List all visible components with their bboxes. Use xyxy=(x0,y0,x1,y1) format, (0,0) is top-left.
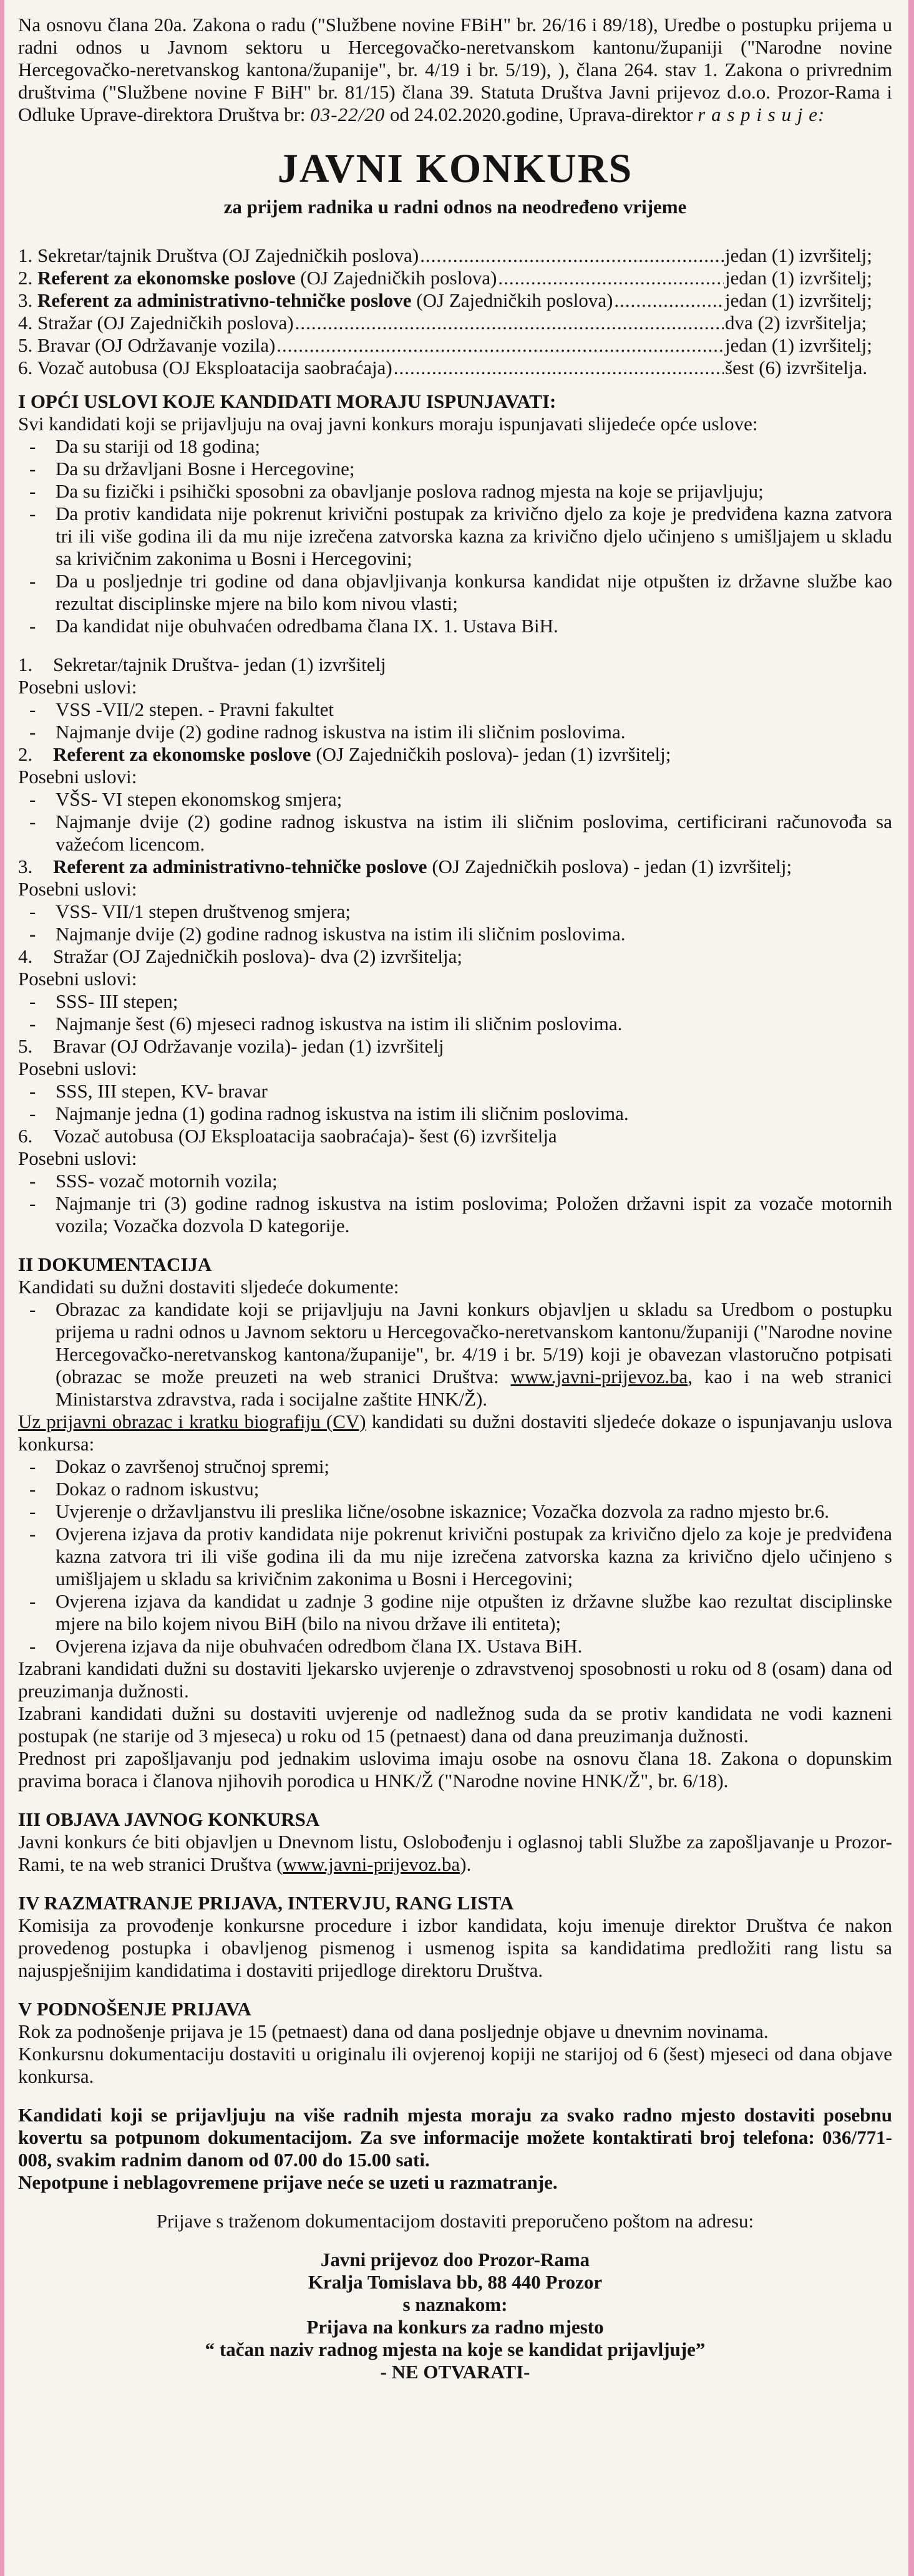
position-row: 6. Vozač autobusa (OJ Eksploatacija saobraćaja) ..... šest (6) izvršitelja. xyxy=(18,357,892,379)
notice-paragraph: Kandidati koji se prijavljuju na više radnih mjesta moraju za svako radno mjesto dostaviti posebnu kovertu sa potpunom dokumentacijom. Za sve informacije možete kontaktirati broj telefona: 036/771-008, svakim radnim danom od 07.00 do 15.00 sati. xyxy=(18,2104,892,2171)
submission-documents: Konkursnu dokumentaciju dostaviti u originalu ili ovjerenoj kopiji ne starijoj od 6 (šest) mjeseci od dana objave konkursa. xyxy=(18,2043,892,2087)
medical-certificate-paragraph: Izabrani kandidati dužni su dostaviti ljekarsko uvjerenje o zdravstvenoj sposobnosti u roku od 8 (osam) dana od preuzimanja dužnosti. xyxy=(18,1657,892,1702)
list-item: - Najmanje jedna (1) godina radnog iskustva na istim ili sličnim poslovima. xyxy=(18,1102,892,1125)
list-item: - Najmanje dvije (2) godine radnog iskustva na istim ili sličnim poslovima. xyxy=(18,923,892,945)
submission-deadline: Rok za podnošenje prijava je 15 (petnaest) dana od dana posljednje objave u dnevnim novinama. xyxy=(18,2020,769,2042)
website-link[interactable]: www.javni-prijevoz.ba xyxy=(283,1853,460,1875)
general-conditions-list xyxy=(18,435,892,637)
list-item: - Da su državljani Bosne i Hercegovine; xyxy=(18,458,892,480)
list-item: - SSS- III stepen; xyxy=(18,990,892,1013)
mail-note: Prijave s traženom dokumentacijom dostaviti preporučeno poštom na adresu: xyxy=(156,2210,754,2232)
list-item: - Da u posljednje tri godine od dana objavljivanja konkursa kandidat nije otpušten iz državne službe kao rezultat disciplinske mjere na bilo kom nivou vlasti; xyxy=(18,570,892,615)
list-item: - Najmanje dvije (2) godine radnog iskustva na istim ili sličnim poslovima, certificirani računovođa sa važećom licencom. xyxy=(18,811,892,856)
documentation-list xyxy=(18,1455,892,1657)
publication-heading: III OBJAVA JAVNOG KONKURSA xyxy=(18,1808,320,1830)
list-item: - VSS -VII/2 stepen. - Pravni fakultet xyxy=(18,698,892,721)
page-title: JAVNI KONKURS xyxy=(277,146,633,191)
position-count: šest (6) izvršitelja. xyxy=(725,357,868,379)
special-position-heading: 3. Referent za administrativno-tehničke poslove (OJ Zajedničkih poslova) - jedan (1) izvršitelj; xyxy=(18,856,792,877)
list-item: - Najmanje dvije (2) godine radnog iskustva na istim ili sličnim poslovima. xyxy=(18,721,892,743)
submission-heading: V PODNOŠENJE PRIJAVA xyxy=(18,1998,251,2020)
court-certificate-paragraph: Izabrani kandidati dužni su dostaviti uvjerenje od nadležnog suda da se protiv kandidata ne vodi kazneni postupak (ne starije od 3 mjeseca) u roku od 15 (petnaest) dana od dana preuzimanja dužnosti. xyxy=(18,1702,892,1747)
general-conditions-lead: Svi kandidati koji se prijavljuju na ovaj javni konkurs moraju ispunjavati slijedeće opće uslove: xyxy=(18,413,758,435)
position-count: jedan (1) izvršitelj; xyxy=(725,334,872,356)
position-row: 3. Referent za administrativno-tehničke poslove (OJ Zajedničkih poslova) ..... jedan (1) izvršitelj; xyxy=(18,289,892,312)
address-line: “ tačan naziv radnog mjesta na koje se kandidat prijavljuje” xyxy=(205,2338,706,2360)
position-row: 2. Referent za ekonomske poslove (OJ Zajedničkih poslova) ..... jedan (1) izvršitelj; xyxy=(18,267,892,289)
review-paragraph: Komisija za provođenje konkursne procedure i izbor kandidata, koju imenuje direktor Društva će nakon provedenog postupka i obavljenog pismenog i usmenog ispita sa kandidatima predložiti rang listu sa najuspješnijim kandidatima i dostaviti prijedloge direktoru Društva. xyxy=(18,1914,892,1981)
dot-leader xyxy=(295,312,724,334)
special-conditions-label: Posebni uslovi: xyxy=(18,676,137,698)
list-item: - Najmanje tri (3) godine radnog iskustva na istim poslovima; Položen državni ispit za vozače motornih vozila; Vozačka dozvola D kategorije. xyxy=(18,1192,892,1237)
list-item: - Ovjerena izjava da protiv kandidata nije pokrenut krivični postupak za krivično djelo za koje je predviđena kazna zatvora tri ili više godina ili da mu nije izrečena zatvorska kazna za krivično djelo učinjeno s umišljajem u skladu sa krivičnim zakonima u Bosni i Hercegovini; xyxy=(18,1523,892,1590)
page-subtitle: za prijem radnika u radni odnos na neodređeno vrijeme xyxy=(223,196,687,218)
special-position-heading: 6. Vozač autobusa (OJ Eksploatacija saobraćaja)- šest (6) izvršitelja xyxy=(18,1125,557,1147)
incomplete-notice: Nepotpune i neblagovremene prijave neće se uzeti u razmatranje. xyxy=(18,2171,558,2193)
list-item: - Obrazac za kandidate koji se prijavljuju na Javni konkurs objavljen u skladu sa Uredbom o postupku prijema u radni odnos u Javnom sektoru u Hercegovačko-neretvanskom kantonu/županiji ("Narodne novine Hercegovačko-neretvanskog kantona/županije", br. 4/19 i br. 5/19) koji je obavezan vlastoručno potpisati (obrazac se može preuzeti na web stranici Društva: www.javni-prijevoz.ba, kao i na web stranici Ministarstva zdravstva, rada i socijalne zaštite HNK/Ž). xyxy=(18,1298,892,1411)
intro-paragraph: Na osnovu člana 20a. Zakona o radu ("Službene novine FBiH" br. 26/16 i 89/18), Uredbe o postupku prijema u radni odnos u Javnom sektoru u Hercegovačko-neretvanskom kantonu/županiji ("Narodne novine Hercegovačko-neretvanskog kantona/županije", br. 4/19 i br. 5/19), ), člana 264. stav 1. Zakona o privrednim društvima ("Službene novine F BiH" br. 81/15) člana 39. Statuta Društva Javni prijevoz d.o.o. Prozor-Rama i Odluke Uprave-direktora Društva br: 03-22/20 od 24.02.2020.godine, Uprava-direktor r a s p i s u j e: xyxy=(18,14,892,125)
special-conditions-label: Posebni uslovi: xyxy=(18,1058,137,1079)
review-heading: IV RAZMATRANJE PRIJAVA, INTERVJU, RANG LISTA xyxy=(18,1892,514,1914)
address-line: - NE OTVARATI- xyxy=(380,2361,530,2383)
positions-list xyxy=(18,244,892,379)
dot-leader xyxy=(276,334,724,357)
list-item: - Da su fizički i psihički sposobni za obavljanje poslova radnog mjesta na koje se prijavljuju; xyxy=(18,480,892,503)
list-item: - Uvjerenje o državljanstvu ili preslika lične/osobne iskaznice; Vozačka dozvola za radno mjesto br.6. xyxy=(18,1500,892,1523)
documentation-heading: II DOKUMENTACIJA xyxy=(18,1253,212,1275)
position-count: jedan (1) izvršitelj; xyxy=(725,289,872,311)
list-item: - Dokaz o radnom iskustvu; xyxy=(18,1478,892,1500)
address-line: s naznakom: xyxy=(402,2294,508,2315)
position-count: jedan (1) izvršitelj; xyxy=(725,244,872,266)
dot-leader xyxy=(614,289,724,312)
general-conditions-heading: I OPĆI USLOVI KOJE KANDIDATI MORAJU ISPUNJAVATI: xyxy=(18,390,557,412)
list-item: - Najmanje šest (6) mjeseci radnog iskustva na istim ili sličnim poslovima. xyxy=(18,1013,892,1035)
special-conditions-label: Posebni uslovi: xyxy=(18,1147,137,1169)
position-count: jedan (1) izvršitelj; xyxy=(725,267,872,289)
special-position-heading: 1. Sekretar/tajnik Društva- jedan (1) izvršitelj xyxy=(18,654,386,675)
documentation-lead: Kandidati su dužni dostaviti sljedeće dokumente: xyxy=(18,1276,399,1298)
special-position-heading: 4. Stražar (OJ Zajedničkih poslova)- dva (2) izvršitelja; xyxy=(18,945,462,967)
list-item: - SSS- vozač motornih vozila; xyxy=(18,1170,892,1192)
list-item: - VŠS- VI stepen ekonomskog smjera; xyxy=(18,788,892,811)
cv-paragraph: Uz prijavni obrazac i kratku biografiju (CV) kandidati su dužni dostaviti sljedeće dokaze o ispunjavanju uslova konkursa: xyxy=(18,1411,892,1455)
special-position-heading: 5. Bravar (OJ Održavanje vozila)- jedan (1) izvršitelj xyxy=(18,1035,444,1057)
announce-word: r a s p i s u j e: xyxy=(698,104,825,125)
special-conditions-label: Posebni uslovi: xyxy=(18,968,137,990)
website-link[interactable]: www.javni-prijevoz.ba xyxy=(510,1366,688,1387)
position-row: 4. Stražar (OJ Zajedničkih poslova) ..... dva (2) izvršitelja; xyxy=(18,312,892,334)
special-conditions xyxy=(18,654,892,1237)
position-count: dva (2) izvršitelja; xyxy=(725,312,867,334)
list-item: - SSS, III stepen, KV- bravar xyxy=(18,1080,892,1102)
special-conditions-label: Posebni uslovi: xyxy=(18,766,137,788)
priority-paragraph: Prednost pri zapošljavanju pod jednakim uslovima imaju osobe na osnovu člana 18. Zakona o dopunskim pravima boraca i članova njihovih porodica u HNK/Ž ("Narodne novine HNK/Ž", br. 6/18). xyxy=(18,1747,892,1792)
list-item: - Dokaz o završenoj stručnoj spremi; xyxy=(18,1455,892,1478)
position-row: 5. Bravar (OJ Održavanje vozila) ..... jedan (1) izvršitelj; xyxy=(18,334,892,357)
special-conditions-label: Posebni uslovi: xyxy=(18,878,137,900)
mailing-address xyxy=(18,2249,892,2383)
decision-number: 03-22/20 xyxy=(310,104,386,125)
special-position-heading: 2. Referent za ekonomske poslove (OJ Zajedničkih poslova)- jedan (1) izvršitelj; xyxy=(18,743,671,765)
address-line: Prijava na konkurs za radno mjesto xyxy=(306,2316,604,2338)
list-item: - Da kandidat nije obuhvaćen odredbama člana IX. 1. Ustava BiH. xyxy=(18,615,892,637)
list-item: - Ovjerena izjava da kandidat u zadnje 3 godine nije otpušten iz državne službe kao rezultat disciplinske mjere na bilo kojem nivou BiH (bilo na nivou države ili entiteta); xyxy=(18,1590,892,1635)
dot-leader xyxy=(498,267,724,289)
position-row: 1. Sekretar/tajnik Društva (OJ Zajedničkih poslova) ..... jedan (1) izvršitelj; xyxy=(18,244,892,267)
list-item: - Ovjerena izjava da nije obuhvaćen odredbom člana IX. Ustava BiH. xyxy=(18,1635,892,1657)
list-item: - Da su stariji od 18 godina; xyxy=(18,435,892,458)
address-line: Kralja Tomislava bb, 88 440 Prozor xyxy=(308,2271,603,2293)
address-line: Javni prijevoz doo Prozor-Rama xyxy=(320,2249,590,2270)
publication-paragraph: Javni konkurs će biti objavljen u Dnevnom listu, Oslobođenju i oglasnoj tabli Službe za zapošljavanje u Prozor-Rami, te na web stranici Društva (www.javni-prijevoz.ba). xyxy=(18,1831,892,1875)
dot-leader xyxy=(420,244,724,267)
list-item: - Da protiv kandidata nije pokrenut krivični postupak za krivično djelo za koje je predviđena kazna zatvora tri ili više godina ili da mu nije izrečena zatvorska kazna za krivično djelo učinjeno s umišljajem u skladu sa krivičnim zakonima u Bosni i Hercegovini; xyxy=(18,503,892,570)
list-item: - VSS- VII/1 stepen društvenog smjera; xyxy=(18,900,892,923)
dot-leader xyxy=(394,357,724,379)
